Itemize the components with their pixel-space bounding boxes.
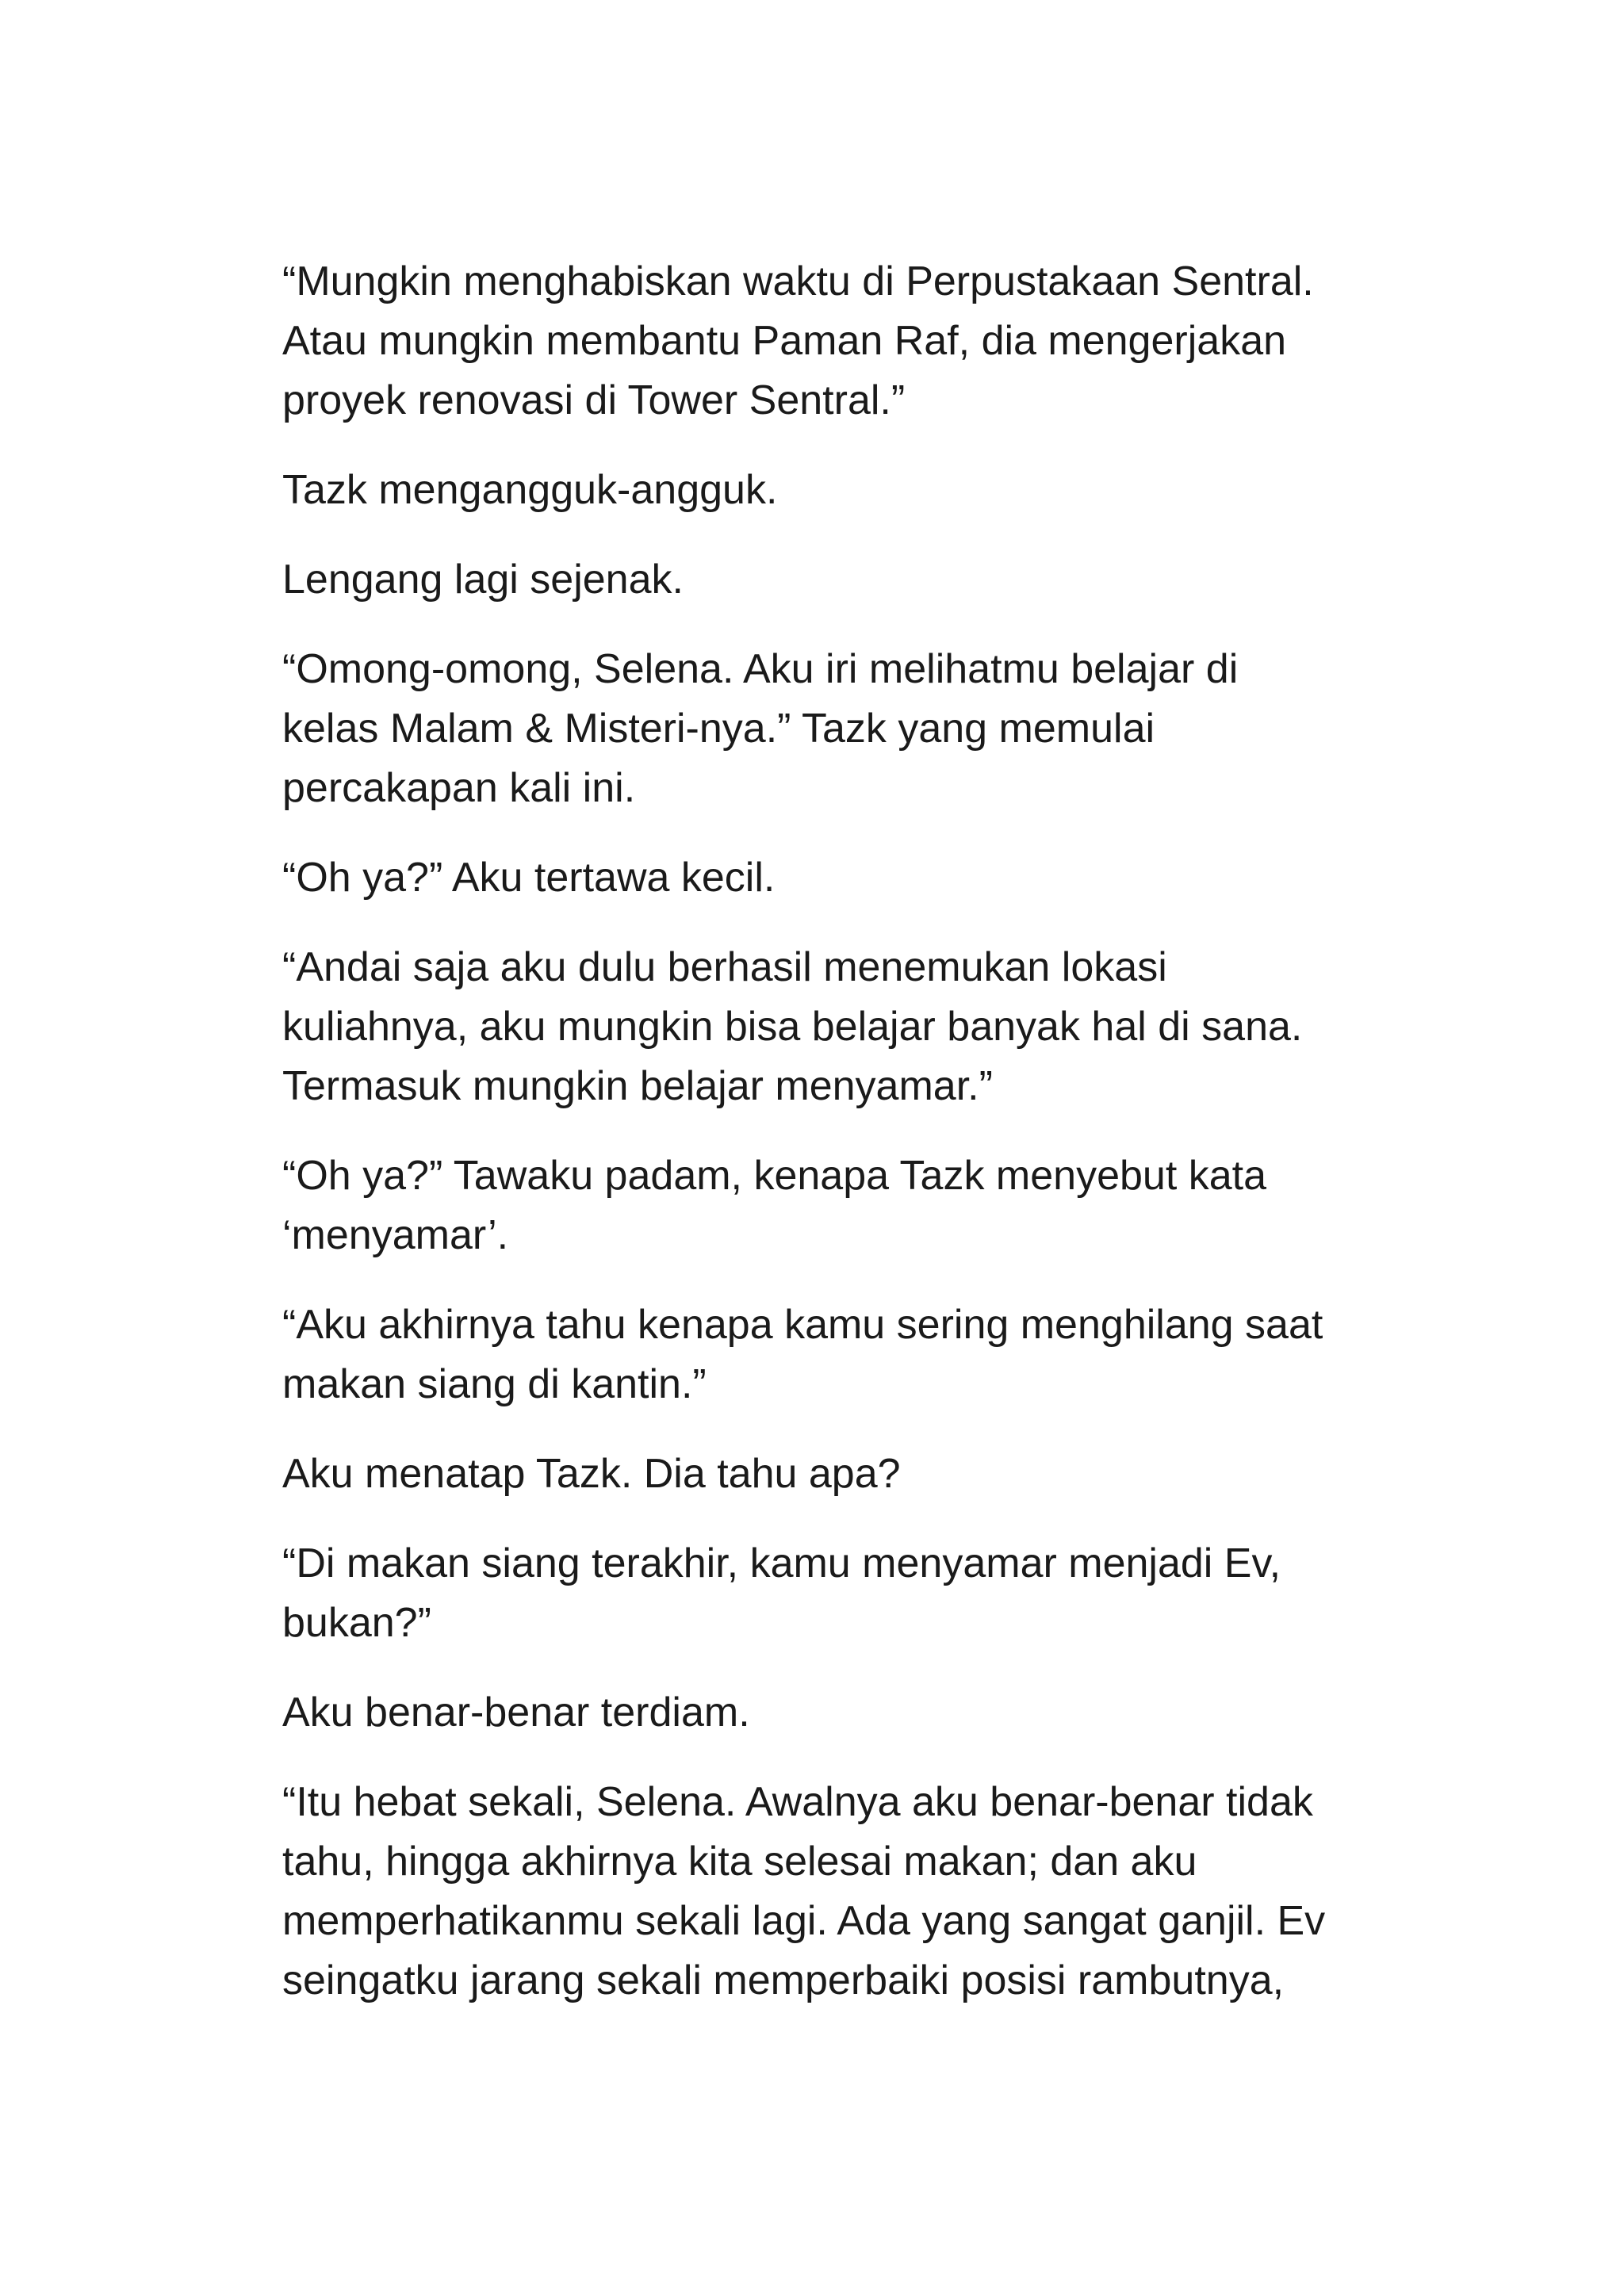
text-line: kuliahnya, aku mungkin bisa belajar banyak hal di sana.	[282, 1004, 1303, 1050]
body-text	[282, 252, 1385, 2041]
text-line: Aku benar-benar terdiam.	[282, 1689, 750, 1735]
paragraph	[282, 550, 1385, 610]
text-line: “Oh ya?” Aku tertawa kecil.	[282, 855, 776, 901]
text-line: “Itu hebat sekali, Selena. Awalnya aku benar-benar tidak	[282, 1779, 1313, 1825]
text-line: tahu, hingga akhirnya kita selesai makan; dan aku	[282, 1839, 1197, 1885]
paragraph	[282, 1683, 1385, 1743]
text-line: Atau mungkin membantu Paman Raf, dia mengerjakan	[282, 318, 1287, 364]
text-line: “Andai saja aku dulu berhasil menemukan lokasi	[282, 944, 1167, 990]
text-line: “Aku akhirnya tahu kenapa kamu sering menghilang saat	[282, 1302, 1323, 1348]
text-line: “Oh ya?” Tawaku padam, kenapa Tazk menyebut kata	[282, 1153, 1267, 1199]
paragraph	[282, 1534, 1385, 1653]
paragraph	[282, 252, 1385, 430]
paragraph	[282, 1773, 1385, 2011]
paragraph	[282, 461, 1385, 520]
text-line: memperhatikanmu sekali lagi. Ada yang sangat ganjil. Ev	[282, 1898, 1326, 1944]
text-line: bukan?”	[282, 1600, 431, 1646]
text-line: kelas Malam & Misteri-nya.” Tazk yang memulai	[282, 706, 1155, 752]
text-line: “Omong-omong, Selena. Aku iri melihatmu belajar di	[282, 646, 1239, 692]
paragraph	[282, 1445, 1385, 1504]
paragraph	[282, 938, 1385, 1116]
text-line: Aku menatap Tazk. Dia tahu apa?	[282, 1451, 901, 1497]
text-line: makan siang di kantin.”	[282, 1361, 707, 1407]
text-line: Lengang lagi sejenak.	[282, 557, 684, 603]
paragraph	[282, 640, 1385, 818]
text-line: “Mungkin menghabiskan waktu di Perpustakaan Sentral.	[282, 258, 1314, 304]
paragraph	[282, 848, 1385, 908]
paragraph	[282, 1295, 1385, 1414]
paragraph	[282, 1146, 1385, 1265]
text-line: percakapan kali ini.	[282, 765, 636, 811]
text-line: “Di makan siang terakhir, kamu menyamar menjadi Ev,	[282, 1540, 1281, 1586]
text-line: Termasuk mungkin belajar menyamar.”	[282, 1063, 993, 1109]
text-line: ‘menyamar’.	[282, 1212, 509, 1258]
text-line: proyek renovasi di Tower Sentral.”	[282, 377, 906, 423]
text-line: seingatku jarang sekali memperbaiki posisi rambutnya,	[282, 1957, 1285, 2003]
text-line: Tazk mengangguk-angguk.	[282, 467, 778, 513]
